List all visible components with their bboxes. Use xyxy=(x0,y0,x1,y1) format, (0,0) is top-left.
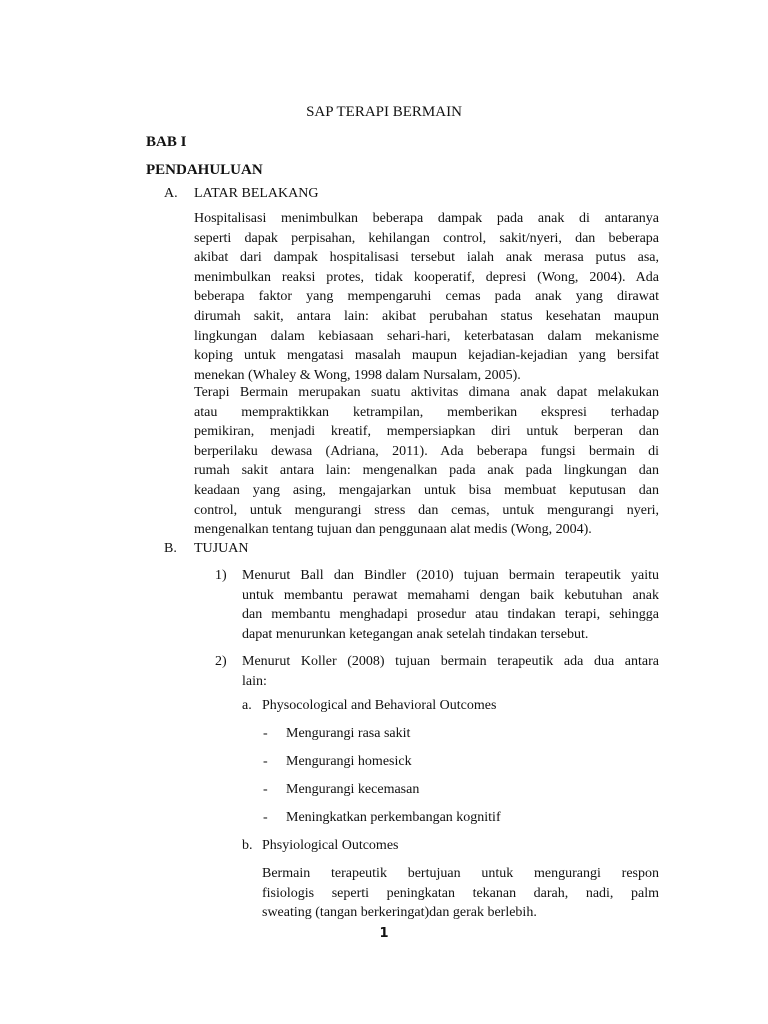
paragraph-line: Hospitalisasi menimbulkan beberapa dampak pada anak di antaranya xyxy=(194,211,659,226)
paragraph-line: lain: xyxy=(242,673,267,689)
paragraph-line: akibat dari dampak hospitalisasi tersebut ialah anak merasa putus asa, xyxy=(194,250,659,266)
paragraph-line: menekan (Whaley & Wong, 1998 dalam Nursalam, 2005). xyxy=(194,367,521,383)
paragraph-line: seperti dapak perpisahan, kehilangan control, sakit/nyeri, dan beberapa xyxy=(194,230,659,246)
paragraph-line: koping untuk mengatasi masalah maupun kejadian-kejadian yang bersifat xyxy=(194,348,659,364)
paragraph-line: mengenalkan tentang tujuan dan penggunaan alat medis (Wong, 2004). xyxy=(194,522,592,538)
paragraph-line: pemikiran, menjadi kreatif, mempersiapkan diri untuk berperan dan xyxy=(194,424,659,440)
paragraph-line: rumah sakit antara lain: mengenalkan pada anak pada lingkungan dan xyxy=(194,463,659,479)
section-b-heading: TUJUAN xyxy=(194,541,249,556)
document-title: SAP TERAPI BERMAIN xyxy=(306,104,462,120)
list-item-2-marker: 2) xyxy=(215,654,227,669)
paragraph-line: atau mempraktikkan ketrampilan, memberikan ekspresi terhadap xyxy=(194,404,659,420)
paragraph-line: lingkungan dalam kebiasaan sehari-hari, keterbatasan dalam mekanisme xyxy=(194,328,659,344)
bullet-marker: - xyxy=(263,810,268,825)
paragraph-line: keadaan yang asing, mengajarkan untuk bisa membuat keputusan dan xyxy=(194,482,659,498)
bullet-marker: - xyxy=(263,782,268,797)
section-a-heading: LATAR BELAKANG xyxy=(194,186,319,201)
bullet-item: Meningkatkan perkembangan kognitif xyxy=(286,810,501,825)
bullet-marker: - xyxy=(263,726,268,741)
paragraph-line: Menurut Koller (2008) tujuan bermain terapeutik ada dua antara xyxy=(242,654,659,669)
paragraph-line: Bermain terapeutik bertujuan untuk mengurangi respon xyxy=(262,866,659,881)
subitem-b-text xyxy=(262,864,659,923)
paragraph-line: untuk membantu perawat memahami dengan baik kebutuhan anak xyxy=(242,587,659,603)
paragraph-line: sweating (tangan berkeringat)dan gerak berlebih. xyxy=(262,905,537,921)
chapter-number: BAB I xyxy=(146,134,187,150)
paragraph-latar-belakang-2 xyxy=(194,383,659,540)
list-item-1-marker: 1) xyxy=(215,568,227,583)
section-b-marker: B. xyxy=(164,541,177,556)
paragraph-line: control, untuk mengurangi stress dan cemas, untuk mengurangi nyeri, xyxy=(194,502,659,518)
subitem-b-marker: b. xyxy=(242,838,253,853)
paragraph-line: fisiologis seperti peningkatan tekanan darah, nadi, palm xyxy=(262,885,659,901)
subitem-a-marker: a. xyxy=(242,698,252,713)
paragraph-line: dan membantu menghadapi prosedur atau tindakan terapi, sehingga xyxy=(242,607,659,623)
bullet-marker: - xyxy=(263,754,268,769)
list-item-1-text xyxy=(242,566,659,644)
paragraph-line: Terapi Bermain merupakan suatu aktivitas dimana anak dapat melakukan xyxy=(194,385,659,400)
subitem-a-label: Physocological and Behavioral Outcomes xyxy=(262,698,497,713)
paragraph-line: berperilaku dewasa (Adriana, 2011). Ada beberapa fungsi bermain di xyxy=(194,443,659,459)
section-a-marker: A. xyxy=(164,186,178,201)
paragraph-line: menimbulkan reaksi protes, tidak kooperatif, depresi (Wong, 2004). Ada xyxy=(194,269,659,285)
paragraph-line: dirumah sakit, antara lain: akibat perubahan status kesehatan maupun xyxy=(194,308,659,324)
paragraph-line: beberapa faktor yang mempengaruhi cemas pada anak yang dirawat xyxy=(194,289,659,305)
bullet-item: Mengurangi homesick xyxy=(286,754,412,769)
subitem-b-label: Phsyiological Outcomes xyxy=(262,838,399,853)
bullet-item: Mengurangi rasa sakit xyxy=(286,726,411,741)
paragraph-latar-belakang-1 xyxy=(194,209,659,385)
chapter-title: PENDAHULUAN xyxy=(146,162,263,178)
paragraph-line: dapat menurunkan ketegangan anak setelah tindakan tersebut. xyxy=(242,626,589,642)
list-item-2-text xyxy=(242,652,659,691)
bullet-item: Mengurangi kecemasan xyxy=(286,782,420,797)
paragraph-line: Menurut Ball dan Bindler (2010) tujuan bermain terapeutik yaitu xyxy=(242,568,659,583)
page-number: 1 xyxy=(379,926,389,941)
